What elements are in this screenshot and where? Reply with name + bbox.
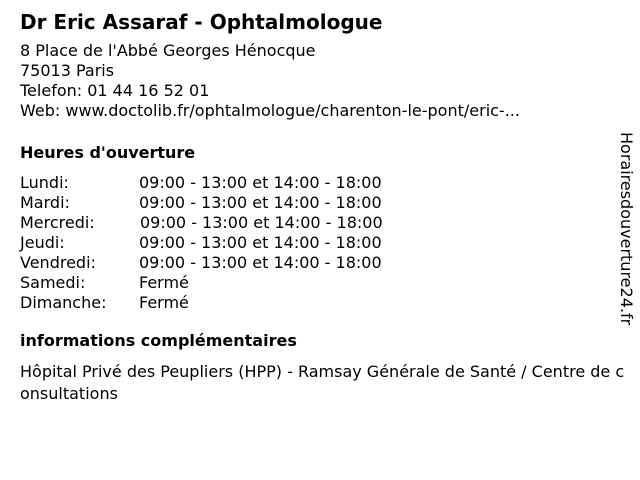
info-heading: informations complémentaires: [20, 331, 297, 350]
hours-row-friday: [20, 253, 632, 273]
hours-value: 09:00 - 13:00 et 14:00 - 18:00: [140, 213, 383, 232]
day-label: Mercredi:: [20, 213, 95, 232]
hours-row-wednesday: [20, 213, 632, 233]
hours-row-sunday: [20, 293, 632, 313]
day-label: Mardi:: [20, 193, 70, 212]
day-label: Samedi:: [20, 273, 86, 292]
address-city: 75013 Paris: [20, 61, 115, 80]
hours-row-monday: [20, 173, 632, 193]
doctor-name: Dr Eric Assaraf - Ophtalmologue: [20, 10, 383, 34]
day-label: Jeudi:: [20, 233, 65, 252]
hours-value: 09:00 - 13:00 et 14:00 - 18:00: [139, 233, 382, 252]
doctor-card: [20, 9, 632, 405]
phone-number: Telefon: 01 44 16 52 01: [20, 81, 210, 100]
hours-row-thursday: [20, 233, 632, 253]
hours-row-tuesday: [20, 193, 632, 213]
hours-row-saturday: [20, 273, 632, 293]
hours-value: Fermé: [139, 293, 189, 312]
day-label: Vendredi:: [20, 253, 96, 272]
hours-value: 09:00 - 13:00 et 14:00 - 18:00: [139, 193, 382, 212]
website-link[interactable]: Web: www.doctolib.fr/ophtalmologue/charenton-le-pont/eric-...: [20, 101, 520, 120]
hours-value: 09:00 - 13:00 et 14:00 - 18:00: [139, 173, 382, 192]
info-text: Hôpital Privé des Peupliers (HPP) - Ramsay Générale de Santé / Centre de consultations: [20, 362, 625, 403]
address-street: 8 Place de l'Abbé Georges Hénocque: [20, 41, 316, 60]
hours-value: 09:00 - 13:00 et 14:00 - 18:00: [139, 253, 382, 272]
day-label: Lundi:: [20, 173, 69, 192]
hours-value: Fermé: [139, 273, 189, 292]
site-brand-watermark[interactable]: Horairesdouverture24.fr: [617, 132, 636, 326]
day-label: Dimanche:: [20, 293, 107, 312]
hours-heading: Heures d'ouverture: [20, 143, 196, 162]
